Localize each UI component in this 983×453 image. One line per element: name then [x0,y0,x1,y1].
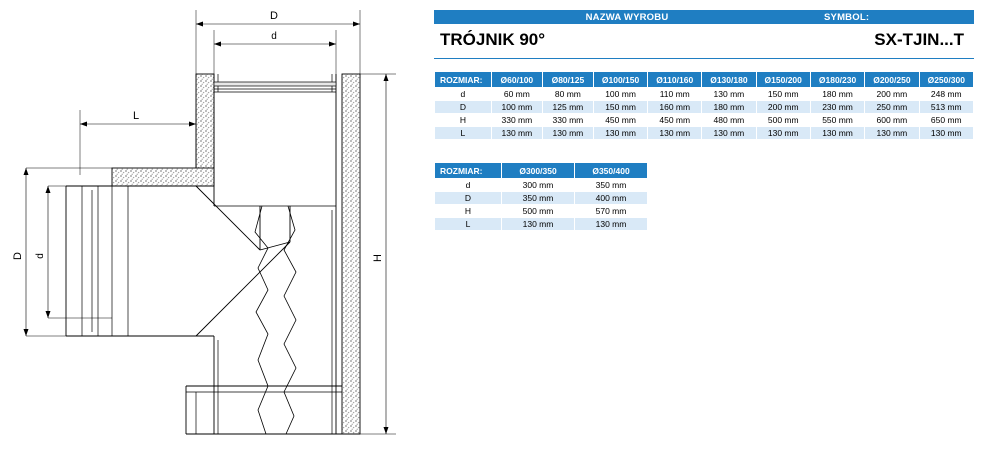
table1-r2c8: 650 mm [919,114,973,127]
table1-r0c2: 100 mm [593,88,647,101]
table1-r1c0: 100 mm [491,101,542,114]
table1-r1c5: 200 mm [756,101,810,114]
table1-r2c1: 330 mm [542,114,593,127]
table2-r3c0: 130 mm [502,218,575,231]
table1-r2c2: 450 mm [593,114,647,127]
table1-r0c1: 80 mm [542,88,593,101]
product-symbol-header: SYMBOL: [824,11,870,23]
table1-r2c0: 330 mm [491,114,542,127]
table1-r0c0: 60 mm [491,88,542,101]
table1-r1c4: 180 mm [702,101,756,114]
table1-col-1: Ø80/125 [542,72,593,88]
table1-r3c1: 130 mm [542,127,593,140]
table2-r3c1: 130 mm [575,218,648,231]
table1-col-4: Ø130/180 [702,72,756,88]
table1-r0c3: 110 mm [648,88,702,101]
table1-r1c1: 125 mm [542,101,593,114]
table1-r2c7: 600 mm [865,114,919,127]
product-name: TRÓJNIK 90° [440,30,546,49]
table-row [435,179,648,192]
table1-col-6: Ø180/230 [810,72,864,88]
label-inner-diameter-top: d [271,31,277,42]
table-row [435,218,648,231]
table-row [435,114,974,127]
table-row [435,205,648,218]
table1-r3c6: 130 mm [810,127,864,140]
table1-r1c7: 250 mm [865,101,919,114]
label-branch-length: L [132,110,140,122]
table2-r1c0: 350 mm [502,192,575,205]
table1-r3c0: 130 mm [491,127,542,140]
technical-drawing [0,0,420,448]
table2-col-0: Ø300/350 [502,163,575,179]
table2-r1c1: 400 mm [575,192,648,205]
table1-col-3: Ø110/160 [648,72,702,88]
label-outer-diameter-top: D [270,10,278,22]
table1-col-7: Ø200/250 [865,72,919,88]
table1-r1c6: 230 mm [810,101,864,114]
table1-col-5: Ø150/200 [756,72,810,88]
table1-r1c8: 513 mm [919,101,973,114]
table2-r0c1: 350 mm [575,179,648,192]
tee-pipe-drawing-svg [0,0,420,448]
product-symbol: SX-TJIN...T [874,30,964,49]
table1-row0-label: d [435,88,492,101]
table1-r3c5: 130 mm [756,127,810,140]
table-row [435,88,974,101]
table2-col-1: Ø350/400 [575,163,648,179]
table1-r3c4: 130 mm [702,127,756,140]
table2-r0c0: 300 mm [502,179,575,192]
table1-r2c6: 550 mm [810,114,864,127]
table2-r2c1: 570 mm [575,205,648,218]
table1-r3c7: 130 mm [865,127,919,140]
table-header-row [435,163,648,179]
table1-r2c5: 500 mm [756,114,810,127]
product-name-header: NAZWA WYROBU [585,11,669,23]
table2-size-label: ROZMIAR: [435,163,502,179]
label-height: H [372,254,384,262]
dimensions-table-primary [434,71,974,140]
table1-r3c8: 130 mm [919,127,973,140]
table1-row2-label: H [435,114,492,127]
table-row [435,101,974,114]
table2-r2c0: 500 mm [502,205,575,218]
table1-row1-label: D [435,101,492,114]
table1-r0c8: 248 mm [919,88,973,101]
table2-row1-label: D [435,192,502,205]
table1-col-2: Ø100/150 [593,72,647,88]
table1-r0c6: 180 mm [810,88,864,101]
table1-r1c2: 150 mm [593,101,647,114]
table1-r0c7: 200 mm [865,88,919,101]
table1-r2c4: 480 mm [702,114,756,127]
table1-r3c3: 130 mm [648,127,702,140]
table2-row0-label: d [435,179,502,192]
panel-title-bar [434,10,974,24]
table-header-row [435,72,974,88]
table1-col-0: Ø60/100 [491,72,542,88]
table-row [435,127,974,140]
table-row [435,192,648,205]
table1-r1c3: 160 mm [648,101,702,114]
table1-r2c3: 450 mm [648,114,702,127]
table1-r0c5: 150 mm [756,88,810,101]
table1-size-label: ROZMIAR: [435,72,492,88]
label-branch-outer-diameter: D [12,252,24,260]
label-branch-inner-diameter: d [35,253,46,259]
product-row [434,24,974,59]
table1-row3-label: L [435,127,492,140]
table2-row3-label: L [435,218,502,231]
dimensions-table-secondary [434,162,648,231]
product-info-panel [434,10,974,231]
table2-row2-label: H [435,205,502,218]
table1-r3c2: 130 mm [593,127,647,140]
table1-col-8: Ø250/300 [919,72,973,88]
table1-r0c4: 130 mm [702,88,756,101]
